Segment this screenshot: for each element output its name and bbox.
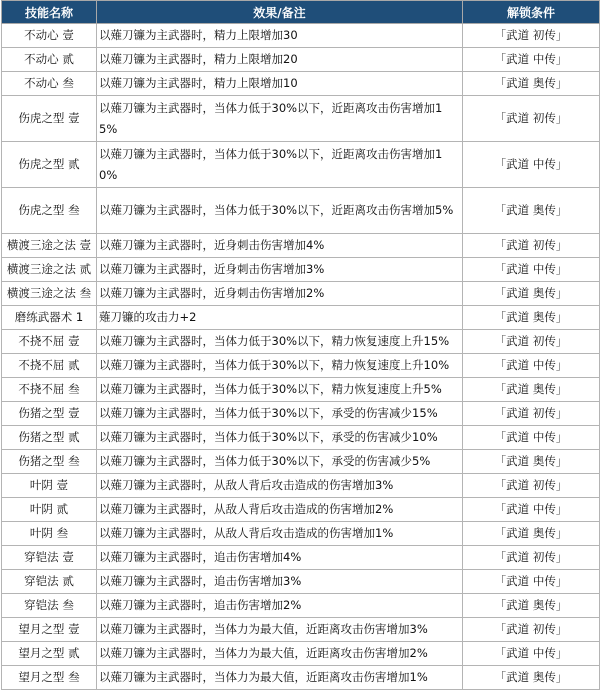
table-row: [2, 498, 600, 522]
effect-cell: 以薙刀镰为主武器时，当体力为最大值，近距离攻击伤害增加2%: [97, 642, 463, 666]
unlock-condition-cell: 「武道 初传」: [463, 474, 600, 498]
table-row: [2, 378, 600, 402]
skill-table: [1, 0, 600, 690]
skill-name-cell: 伤虎之型 贰: [2, 142, 97, 188]
table-row: [2, 354, 600, 378]
effect-cell: 以薙刀镰为主武器时，当体力低于30%以下，承受的伤害减少5%: [97, 450, 463, 474]
skill-name-cell: 不挠不屈 贰: [2, 354, 97, 378]
skill-name-cell: 叶阴 叁: [2, 522, 97, 546]
table-row: [2, 570, 600, 594]
header-row: [2, 1, 600, 24]
effect-cell: 以薙刀镰为主武器时，精力上限增加20: [97, 48, 463, 72]
table-row: [2, 24, 600, 48]
skill-name-cell: 穿铠法 叁: [2, 594, 97, 618]
unlock-condition-cell: 「武道 中传」: [463, 354, 600, 378]
skill-name-cell: 伤虎之型 叁: [2, 188, 97, 234]
effect-cell: 以薙刀镰为主武器时，当体力低于30%以下，精力恢复速度上升5%: [97, 378, 463, 402]
table-row: [2, 258, 600, 282]
table-body: [2, 24, 600, 690]
unlock-condition-cell: 「武道 初传」: [463, 234, 600, 258]
unlock-condition-cell: 「武道 初传」: [463, 330, 600, 354]
skill-name-cell: 伤猪之型 壹: [2, 402, 97, 426]
effect-cell: 以薙刀镰为主武器时，当体力低于30%以下，精力恢复速度上升15%: [97, 330, 463, 354]
effect-cell: 薙刀镰的攻击力+2: [97, 306, 463, 330]
unlock-condition-cell: 「武道 奥传」: [463, 378, 600, 402]
table-row: [2, 474, 600, 498]
skill-name-cell: 不挠不屈 叁: [2, 378, 97, 402]
table-row: [2, 142, 600, 188]
effect-cell: 以薙刀镰为主武器时，追击伤害增加2%: [97, 594, 463, 618]
unlock-condition-cell: 「武道 奥传」: [463, 594, 600, 618]
skill-name-cell: 不挠不屈 壹: [2, 330, 97, 354]
skill-name-cell: 伤猪之型 贰: [2, 426, 97, 450]
skill-name-cell: 横渡三途之法 贰: [2, 258, 97, 282]
unlock-condition-cell: 「武道 中传」: [463, 642, 600, 666]
table-row: [2, 96, 600, 142]
effect-cell: 以薙刀镰为主武器时，精力上限增加30: [97, 24, 463, 48]
skill-name-cell: 叶阴 壹: [2, 474, 97, 498]
effect-cell: 以薙刀镰为主武器时，追击伤害增加3%: [97, 570, 463, 594]
effect-cell: 以薙刀镰为主武器时，当体力低于30%以下，近距离攻击伤害增加10%: [97, 142, 463, 188]
table-row: [2, 306, 600, 330]
skill-name-cell: 穿铠法 贰: [2, 570, 97, 594]
effect-cell: 以薙刀镰为主武器时，从敌人背后攻击造成的伤害增加3%: [97, 474, 463, 498]
unlock-condition-cell: 「武道 奥传」: [463, 306, 600, 330]
unlock-condition-cell: 「武道 奥传」: [463, 666, 600, 690]
effect-cell: 以薙刀镰为主武器时，追击伤害增加4%: [97, 546, 463, 570]
skill-name-cell: 磨练武器术 1: [2, 306, 97, 330]
table-row: [2, 188, 600, 234]
skill-name-cell: 伤猪之型 叁: [2, 450, 97, 474]
table-row: [2, 546, 600, 570]
unlock-condition-cell: 「武道 中传」: [463, 258, 600, 282]
table-row: [2, 402, 600, 426]
table-row: [2, 282, 600, 306]
table-row: [2, 426, 600, 450]
table-row: [2, 642, 600, 666]
skill-name-cell: 不动心 叁: [2, 72, 97, 96]
unlock-condition-cell: 「武道 初传」: [463, 96, 600, 142]
effect-cell: 以薙刀镰为主武器时，当体力低于30%以下，承受的伤害减少15%: [97, 402, 463, 426]
unlock-condition-cell: 「武道 奥传」: [463, 450, 600, 474]
effect-cell: 以薙刀镰为主武器时，当体力低于30%以下，近距离攻击伤害增加15%: [97, 96, 463, 142]
skill-name-cell: 横渡三途之法 壹: [2, 234, 97, 258]
table-header: [2, 1, 600, 24]
effect-cell: 以薙刀镰为主武器时，当体力低于30%以下，精力恢复速度上升10%: [97, 354, 463, 378]
unlock-condition-cell: 「武道 初传」: [463, 24, 600, 48]
unlock-condition-cell: 「武道 中传」: [463, 48, 600, 72]
effect-cell: 以薙刀镰为主武器时，近身刺击伤害增加2%: [97, 282, 463, 306]
table-row: [2, 594, 600, 618]
skill-name-cell: 不动心 贰: [2, 48, 97, 72]
skill-name-cell: 叶阴 贰: [2, 498, 97, 522]
table-row: [2, 234, 600, 258]
table-row: [2, 330, 600, 354]
unlock-condition-cell: 「武道 初传」: [463, 546, 600, 570]
effect-cell: 以薙刀镰为主武器时，近身刺击伤害增加4%: [97, 234, 463, 258]
unlock-condition-cell: 「武道 中传」: [463, 142, 600, 188]
skill-name-cell: 横渡三途之法 叁: [2, 282, 97, 306]
unlock-condition-cell: 「武道 初传」: [463, 618, 600, 642]
table-row: [2, 618, 600, 642]
effect-cell: 以薙刀镰为主武器时，从敌人背后攻击造成的伤害增加1%: [97, 522, 463, 546]
table-row: [2, 72, 600, 96]
table-row: [2, 666, 600, 690]
unlock-condition-cell: 「武道 奥传」: [463, 282, 600, 306]
effect-cell: 以薙刀镰为主武器时，近身刺击伤害增加3%: [97, 258, 463, 282]
unlock-condition-cell: 「武道 初传」: [463, 402, 600, 426]
unlock-condition-cell: 「武道 中传」: [463, 570, 600, 594]
unlock-condition-cell: 「武道 奥传」: [463, 522, 600, 546]
skill-name-cell: 不动心 壹: [2, 24, 97, 48]
effect-cell: 以薙刀镰为主武器时，当体力为最大值，近距离攻击伤害增加1%: [97, 666, 463, 690]
skill-name-cell: 穿铠法 壹: [2, 546, 97, 570]
skill-name-cell: 望月之型 壹: [2, 618, 97, 642]
unlock-condition-cell: 「武道 奥传」: [463, 188, 600, 234]
table-row: [2, 450, 600, 474]
effect-cell: 以薙刀镰为主武器时，当体力低于30%以下，承受的伤害减少10%: [97, 426, 463, 450]
table-row: [2, 48, 600, 72]
effect-cell: 以薙刀镰为主武器时，精力上限增加10: [97, 72, 463, 96]
header-unlock-condition: 解锁条件: [463, 1, 600, 24]
skill-name-cell: 望月之型 贰: [2, 642, 97, 666]
header-effect-note: 效果/备注: [97, 1, 463, 24]
skill-name-cell: 伤虎之型 壹: [2, 96, 97, 142]
table-row: [2, 522, 600, 546]
effect-cell: 以薙刀镰为主武器时，从敌人背后攻击造成的伤害增加2%: [97, 498, 463, 522]
unlock-condition-cell: 「武道 中传」: [463, 498, 600, 522]
header-skill-name: 技能名称: [2, 1, 97, 24]
effect-cell: 以薙刀镰为主武器时，当体力为最大值，近距离攻击伤害增加3%: [97, 618, 463, 642]
skill-name-cell: 望月之型 叁: [2, 666, 97, 690]
unlock-condition-cell: 「武道 奥传」: [463, 72, 600, 96]
unlock-condition-cell: 「武道 中传」: [463, 426, 600, 450]
effect-cell: 以薙刀镰为主武器时，当体力低于30%以下，近距离攻击伤害增加5%: [97, 188, 463, 234]
